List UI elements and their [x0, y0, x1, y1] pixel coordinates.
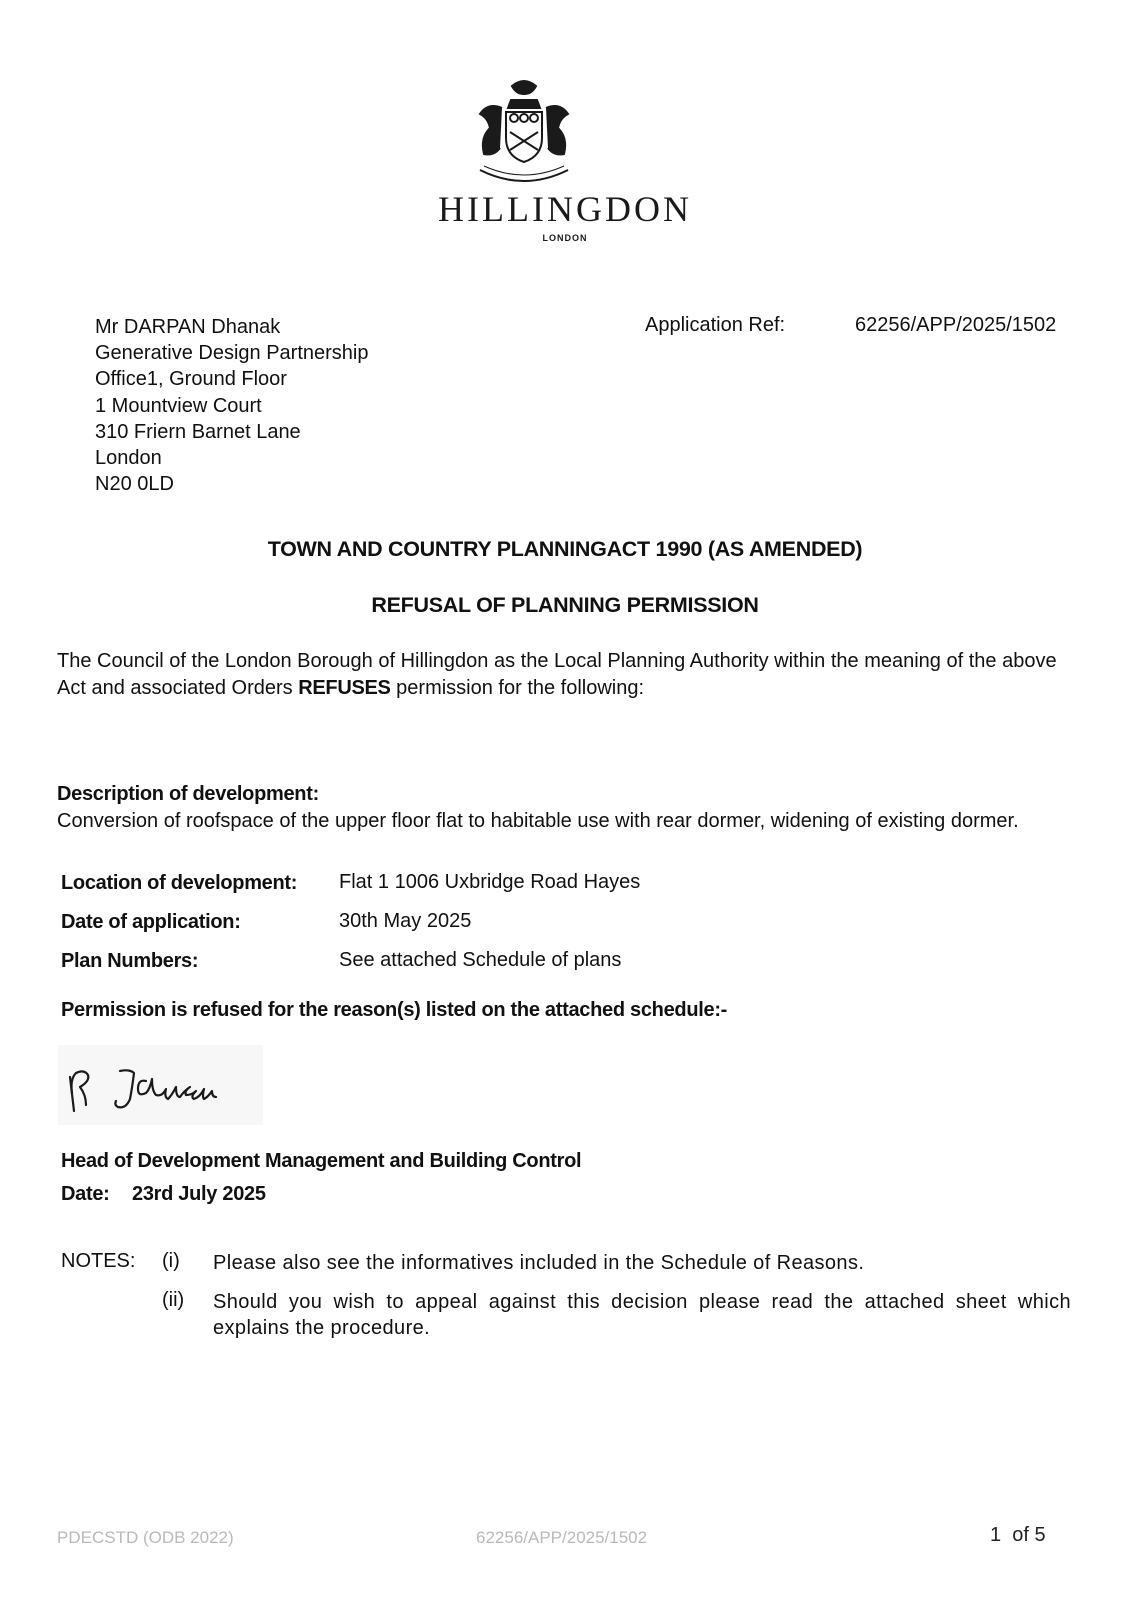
intro-text-before: The Council of the London Borough of Hillingdon as the Local Planning Authority within the meaning of the above Act and associated Orders: [57, 650, 1057, 699]
footer-form-code: PDECSTD (ODB 2022): [57, 1528, 234, 1547]
refusal-statement: Permission is refused for the reason(s) listed on the attached schedule:-: [61, 999, 728, 1021]
address-line: 1 Mountview Court: [95, 394, 262, 417]
address-line: Generative Design Partnership: [95, 342, 369, 365]
recipient-address: [95, 314, 368, 497]
address-line: 310 Friern Barnet Lane: [95, 420, 301, 443]
act-heading: TOWN AND COUNTRY PLANNINGACT 1990 (AS AMENDED): [267, 537, 863, 561]
intro-paragraph: [57, 648, 1077, 702]
decision-heading: REFUSAL OF PLANNING PERMISSION: [371, 593, 759, 617]
page-indicator: [990, 1524, 1046, 1547]
council-wordmark-sub: LONDON: [542, 233, 588, 243]
location-value: Flat 1 1006 Uxbridge Road Hayes: [339, 871, 641, 893]
signature-image: [58, 1045, 263, 1125]
note-number: (i): [162, 1250, 180, 1272]
plan-numbers-label: Plan Numbers:: [61, 950, 199, 972]
council-crest-icon: [470, 78, 578, 190]
signatory-title: Head of Development Management and Building Control: [61, 1150, 582, 1172]
address-line: Office1, Ground Floor: [95, 368, 287, 391]
note-text: Please also see the informatives included in the Schedule of Reasons.: [213, 1252, 865, 1274]
address-line: London: [95, 447, 162, 470]
footer-reference: 62256/APP/2025/1502: [476, 1528, 648, 1547]
decision-date-label: Date:: [61, 1183, 110, 1205]
decision-date-value: 23rd July 2025: [132, 1183, 266, 1205]
intro-text-after: permission for the following:: [390, 677, 645, 699]
address-line: Mr DARPAN Dhanak: [95, 316, 281, 338]
description-label: Description of development:: [57, 783, 319, 805]
location-label: Location of development:: [61, 872, 298, 894]
application-ref-label: Application Ref:: [645, 314, 786, 336]
address-line: N20 0LD: [95, 473, 174, 496]
notes-label: NOTES:: [61, 1250, 136, 1272]
intro-emphasis: REFUSES: [298, 677, 391, 699]
note-text: Should you wish to appeal against this decision please read the attached sheet which explains the procedure.: [213, 1291, 1071, 1339]
application-date-value: 30th May 2025: [339, 910, 472, 932]
page-total: of 5: [1012, 1524, 1046, 1546]
plan-numbers-value: See attached Schedule of plans: [339, 949, 622, 971]
council-wordmark: HILLINGDON: [438, 189, 692, 229]
page-number: 1: [990, 1524, 1002, 1546]
application-date-label: Date of application:: [61, 911, 241, 933]
application-ref-value: 62256/APP/2025/1502: [855, 314, 1057, 336]
description-text: Conversion of roofspace of the upper floor flat to habitable use with rear dormer, widening of existing dormer.: [57, 810, 1019, 832]
note-number: (ii): [162, 1289, 185, 1311]
